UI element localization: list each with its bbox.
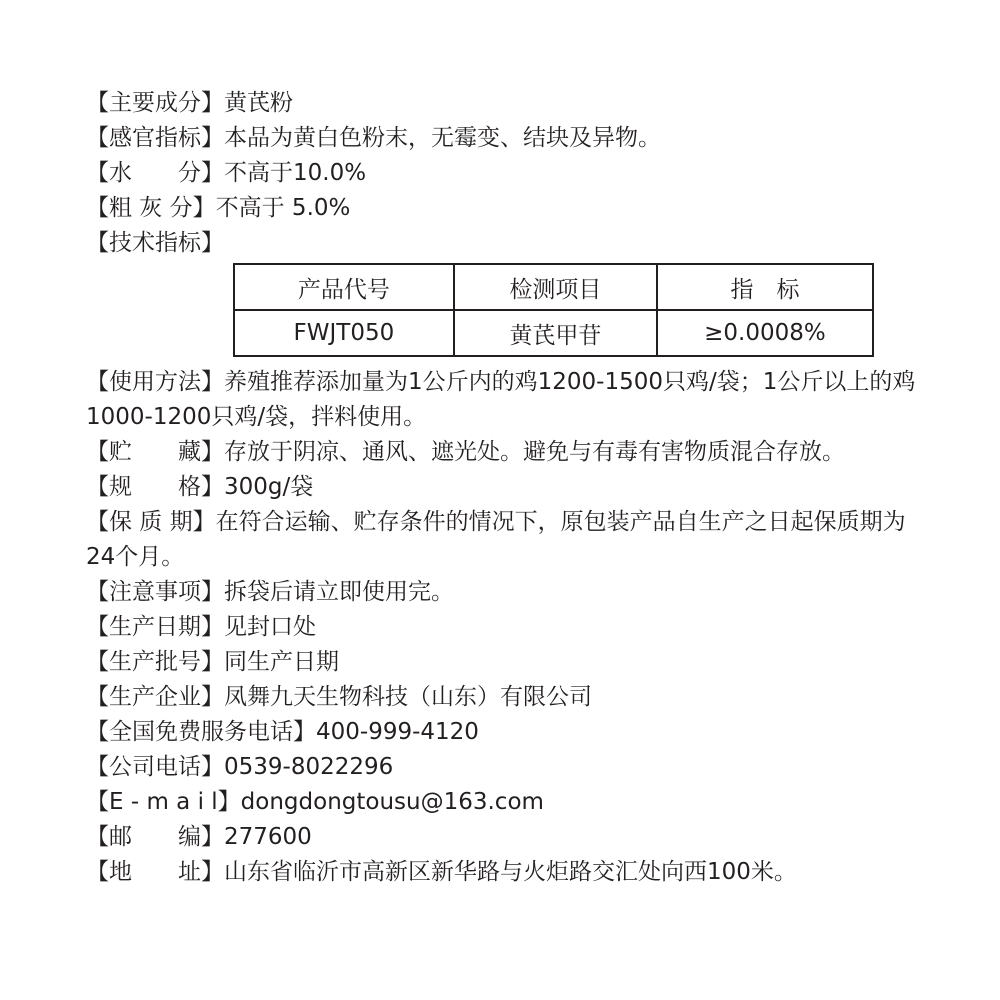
- field-key: 【使用方法】: [86, 369, 224, 395]
- line-production-date: [86, 610, 916, 645]
- field-key: 【生产批号】: [86, 649, 224, 675]
- field-value: 0539-8022296: [224, 754, 394, 780]
- field-key: 【E - m a i l】: [86, 789, 241, 815]
- line-company-phone: [86, 750, 916, 785]
- field-value: 400-999-4120: [316, 719, 479, 745]
- table-row: [234, 310, 873, 356]
- field-value: 黄芪粉: [224, 90, 293, 116]
- field-key: 【粗 灰 分】: [86, 195, 216, 221]
- line-sensory-index: [86, 121, 916, 156]
- field-value: 同生产日期: [224, 649, 339, 675]
- line-technical-index: [86, 226, 916, 261]
- field-value: dongdongtousu@163.com: [240, 789, 544, 815]
- table-cell: 黄芪甲苷: [454, 310, 657, 356]
- spec-table: [233, 263, 874, 357]
- field-value: 养殖推荐添加量为1公斤内的鸡1200-1500只鸡/袋；1公斤以上的鸡1000-1200只鸡/袋，拌料使用。: [86, 369, 916, 430]
- field-value: 不高于10.0%: [224, 160, 367, 186]
- field-key: 【贮 藏】: [86, 439, 224, 465]
- product-label-document: [86, 86, 916, 890]
- line-usage: [86, 365, 916, 435]
- field-value: 山东省临沂市高新区新华路与火炬路交汇处向西100米。: [224, 859, 797, 885]
- field-key: 【保 质 期】: [86, 509, 216, 535]
- field-key: 【规 格】: [86, 474, 224, 500]
- field-value: 凤舞九天生物科技（山东）有限公司: [224, 684, 592, 710]
- table-header-cell: 检测项目: [454, 264, 657, 310]
- line-hotline: [86, 715, 916, 750]
- field-value: 300g/袋: [224, 474, 314, 500]
- table-cell: ≥0.0008%: [657, 310, 873, 356]
- line-postcode: [86, 820, 916, 855]
- field-value: 见封口处: [224, 614, 316, 640]
- field-value: 不高于 5.0%: [215, 195, 351, 221]
- field-key: 【技术指标】: [86, 230, 224, 256]
- line-moisture: [86, 156, 916, 191]
- line-email: [86, 785, 916, 820]
- field-value: 在符合运输、贮存条件的情况下，原包装产品自生产之日起保质期为24个月。: [86, 509, 906, 570]
- field-value: 存放于阴凉、通风、遮光处。避免与有毒有害物质混合存放。: [224, 439, 845, 465]
- field-key: 【生产日期】: [86, 614, 224, 640]
- line-specification: [86, 470, 916, 505]
- field-key: 【地 址】: [86, 859, 224, 885]
- spec-table-wrapper: [86, 261, 916, 365]
- line-shelf-life: [86, 505, 916, 575]
- field-value: 本品为黄白色粉末，无霉变、结块及异物。: [224, 125, 661, 151]
- line-main-ingredient: [86, 86, 916, 121]
- field-value: 拆袋后请立即使用完。: [224, 579, 454, 605]
- line-manufacturer: [86, 680, 916, 715]
- field-key: 【公司电话】: [86, 754, 224, 780]
- line-address: [86, 855, 916, 890]
- field-key: 【生产企业】: [86, 684, 224, 710]
- table-cell: FWJT050: [234, 310, 454, 356]
- field-key: 【注意事项】: [86, 579, 224, 605]
- line-crude-ash: [86, 191, 916, 226]
- table-header-row: [234, 264, 873, 310]
- field-key: 【邮 编】: [86, 824, 224, 850]
- field-key: 【全国免费服务电话】: [86, 719, 316, 745]
- line-batch-number: [86, 645, 916, 680]
- field-value: 277600: [224, 824, 312, 850]
- table-header-cell: 指 标: [657, 264, 873, 310]
- field-key: 【感官指标】: [86, 125, 224, 151]
- line-storage: [86, 435, 916, 470]
- field-key: 【水 分】: [86, 160, 224, 186]
- line-precautions: [86, 575, 916, 610]
- table-header-cell: 产品代号: [234, 264, 454, 310]
- field-key: 【主要成分】: [86, 90, 224, 116]
